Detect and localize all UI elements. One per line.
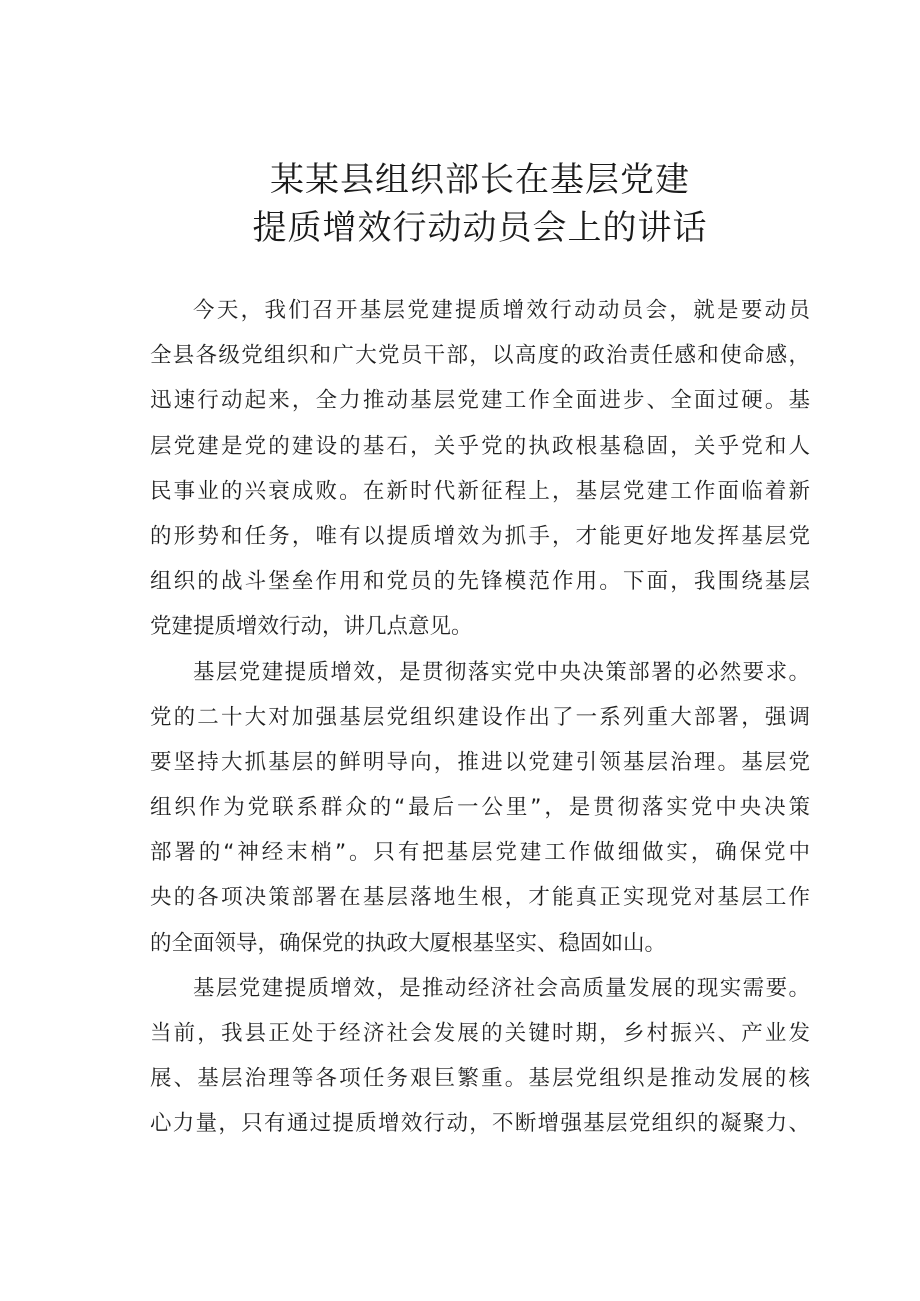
paragraph-2-line-6: 央的各项决策部署在基层落地生根，才能真正实现党对基层工作 [150,885,810,911]
paragraph-3-line-3: 展、基层治理等各项任务艰巨繁重。基层党组织是推动发展的核 [150,1066,810,1092]
paragraph-2-line-2: 党的二十大对加强基层党组织建设作出了一系列重大部署，强调 [150,704,810,730]
paragraph-3-line-1: 基层党建提质增效，是推动经济社会高质量发展的现实需要。 [193,975,810,1001]
paragraph-1-line-3: 迅速行动起来，全力推动基层党建工作全面进步、全面过硬。基 [150,388,810,414]
paragraph-2-line-5: 部署的“神经末梢”。只有把基层党建工作做细做实，确保党中 [150,840,810,866]
paragraph-2-line-4: 组织作为党联系群众的“最后一公里”，是贯彻落实党中央决策 [150,795,810,821]
title-line-2: 提质增效行动动员会上的讲话 [252,208,708,248]
paragraph-2-line-3: 要坚持大抓基层的鲜明导向，推进以党建引领基层治理。基层党 [150,749,810,775]
paragraph-1-line-2: 全县各级党组织和广大党员干部，以高度的政治责任感和使命感， [150,343,810,369]
paragraph-2-line-7: 的全面领导，确保党的执政大厦根基坚实、稳固如山。 [150,930,667,956]
paragraph-3-line-2: 当前，我县正处于经济社会发展的关键时期，乡村振兴、产业发 [150,1021,810,1046]
paragraph-2-line-1: 基层党建提质增效，是贯彻落实党中央决策部署的必然要求。 [193,659,810,685]
paragraph-1-line-8: 党建提质增效行动，讲几点意见。 [150,614,473,640]
document-body [150,288,810,1147]
paragraph-3-line-4: 心力量，只有通过提质增效行动，不断增强基层党组织的凝聚力、 [150,1111,810,1137]
title-line-1: 某某县组织部长在基层党建 [270,160,690,200]
document-title [150,156,810,252]
paragraph-1-line-6: 的形势和任务，唯有以提质增效为抓手，才能更好地发挥基层党 [150,523,810,549]
paragraph-1-line-1: 今天，我们召开基层党建提质增效行动动员会，就是要动员 [193,298,810,323]
paragraph-1-line-4: 层党建是党的建设的基石，关乎党的执政根基稳固，关乎党和人 [150,433,810,459]
paragraph-1-line-5: 民事业的兴衰成败。在新时代新征程上，基层党建工作面临着新 [150,478,810,504]
paragraph-1-line-7: 组织的战斗堡垒作用和党员的先锋模范作用。下面，我围绕基层 [150,569,810,595]
